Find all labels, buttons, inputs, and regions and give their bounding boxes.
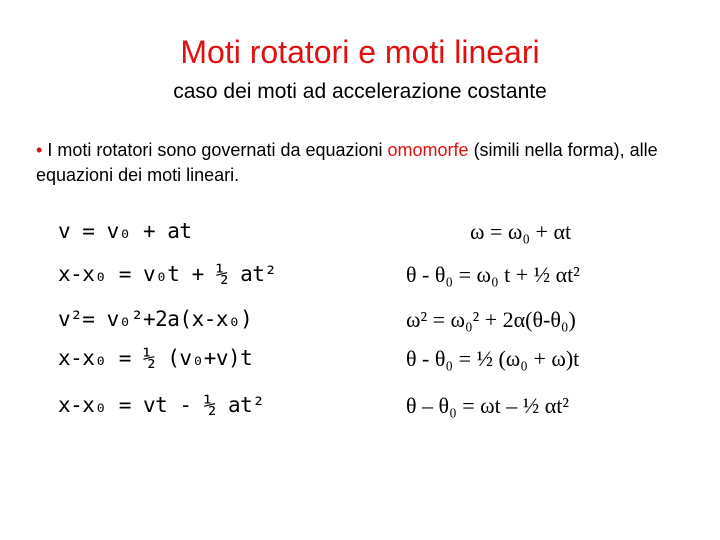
rotational-equation-1: ω = ω₀ + αt: [470, 219, 572, 244]
linear-equation-5: x-x₀ = vt - ½ at²: [58, 393, 265, 417]
rotational-equation-5: θ – θ₀ = ωt – ½ αt²: [406, 393, 569, 418]
bullet-text-before: I moti rotatori sono governati da equazioni: [47, 140, 388, 160]
bullet-marker: •: [36, 140, 43, 160]
slide-subtitle: caso dei moti ad accelerazione costante: [173, 80, 547, 103]
bullet-point: [36, 138, 676, 188]
linear-equation-4: x-x₀ = ½ (v₀+v)t: [58, 346, 253, 370]
rotational-equation-2: θ - θ₀ = ω₀ t + ½ αt²: [406, 262, 580, 287]
linear-equation-1: v = v₀ + at: [58, 219, 192, 243]
rotational-equation-3: ω² = ω₀² + 2α(θ-θ₀): [406, 307, 576, 332]
slide-title: Moti rotatori e moti lineari: [180, 34, 540, 70]
rotational-equation-4: θ - θ₀ = ½ (ω₀ + ω)t: [406, 346, 580, 371]
bullet-highlight: omomorfe: [387, 140, 469, 160]
linear-equation-2: x-x₀ = v₀t + ½ at²: [58, 262, 277, 286]
linear-equation-3: v²= v₀²+2a(x-x₀): [58, 307, 253, 331]
bullet-text-after: (simili nella forma), alle equazioni dei moti lineari.: [36, 140, 658, 185]
